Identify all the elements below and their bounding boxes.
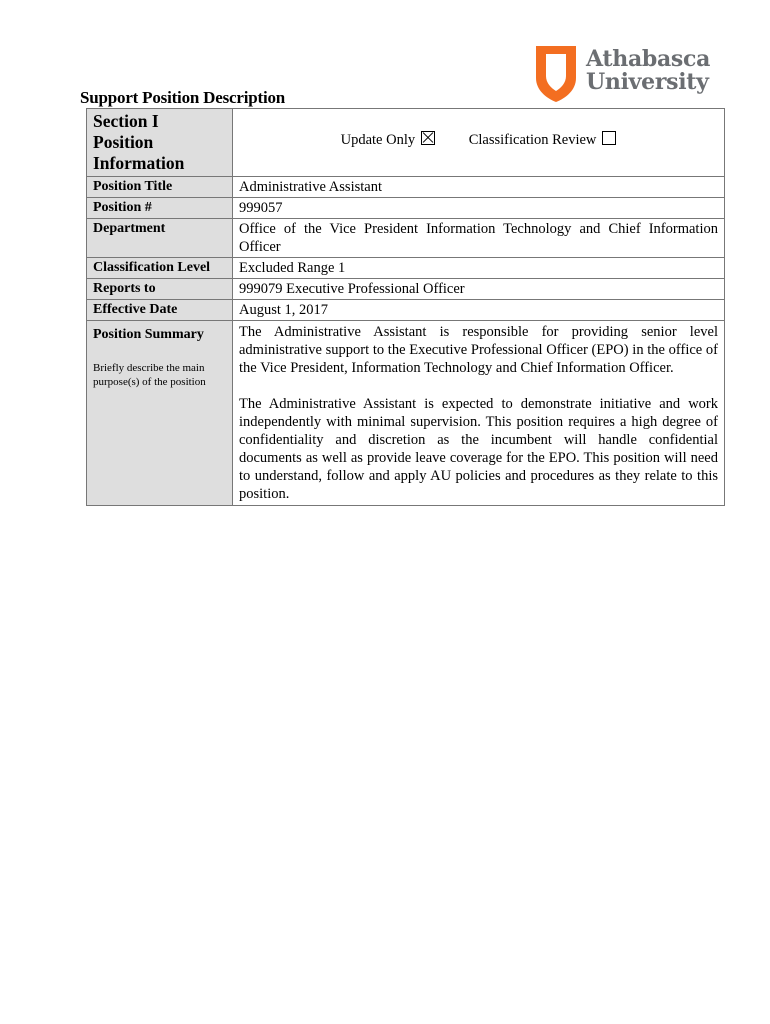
position-number-label: Position # [93, 200, 152, 215]
update-only-checkbox[interactable] [421, 131, 435, 145]
field-row-effective-date [87, 300, 725, 321]
position-form-table [86, 108, 725, 506]
effective-date-label: Effective Date [93, 302, 178, 317]
position-title-label: Position Title [93, 179, 173, 194]
section-heading-cell [87, 109, 233, 177]
athabasca-university-logo [534, 44, 711, 106]
field-row-department [87, 219, 725, 258]
field-row-classification-level [87, 258, 725, 279]
section-heading-line-2: Position [93, 132, 154, 152]
field-row-position-number [87, 198, 725, 219]
department-value[interactable]: Office of the Vice President Information Technology and Chief Information Officer [239, 221, 718, 255]
shield-icon [534, 44, 578, 104]
summary-paragraph-1: The Administrative Assistant is responsible for providing senior level administrative support to the Executive Professional Officer (EPO) in the office of the Vice President, Information Technology and Chief Information Officer. [239, 324, 718, 376]
update-only-label: Update Only [340, 132, 416, 148]
update-type-options [233, 109, 724, 149]
effective-date-value[interactable]: August 1, 2017 [239, 302, 329, 318]
update-type-cell [233, 109, 725, 177]
classification-review-label: Classification Review [468, 132, 597, 148]
field-row-reports-to [87, 279, 725, 300]
document-title: Support Position Description [80, 88, 286, 107]
section-heading [87, 109, 232, 176]
section-heading-line-3: Information [93, 153, 185, 173]
classification-level-value[interactable]: Excluded Range 1 [239, 260, 346, 276]
reports-to-value[interactable]: 999079 Executive Professional Officer [239, 281, 465, 297]
logo-line-2: University [586, 69, 709, 95]
section-heading-line-1: Section I [93, 111, 159, 131]
position-title-value[interactable]: Administrative Assistant [239, 179, 382, 195]
reports-to-label: Reports to [93, 281, 156, 296]
field-row-position-summary [87, 321, 725, 506]
section-header-row [87, 109, 725, 177]
field-row-position-title [87, 177, 725, 198]
logo-wordmark [586, 48, 710, 94]
position-number-value[interactable]: 999057 [239, 200, 283, 216]
classification-review-checkbox[interactable] [602, 131, 616, 145]
position-summary-text[interactable] [233, 321, 724, 505]
logo-line-1: Athabasca [586, 46, 711, 72]
department-label: Department [93, 221, 166, 236]
position-summary-label: Position Summary [93, 327, 204, 342]
position-summary-hint: Briefly describe the main purpose(s) of the position [93, 362, 206, 388]
classification-level-label: Classification Level [93, 260, 211, 275]
summary-paragraph-2: The Administrative Assistant is expected to demonstrate initiative and work independently with minimal supervision. This position requires a high degree of confidentiality and discretion as the incumbent will handle confidential documents as well as provide leave coverage for the EPO. This position will need to understand, follow and apply AU policies and procedures as they relate to this position. [239, 396, 718, 502]
